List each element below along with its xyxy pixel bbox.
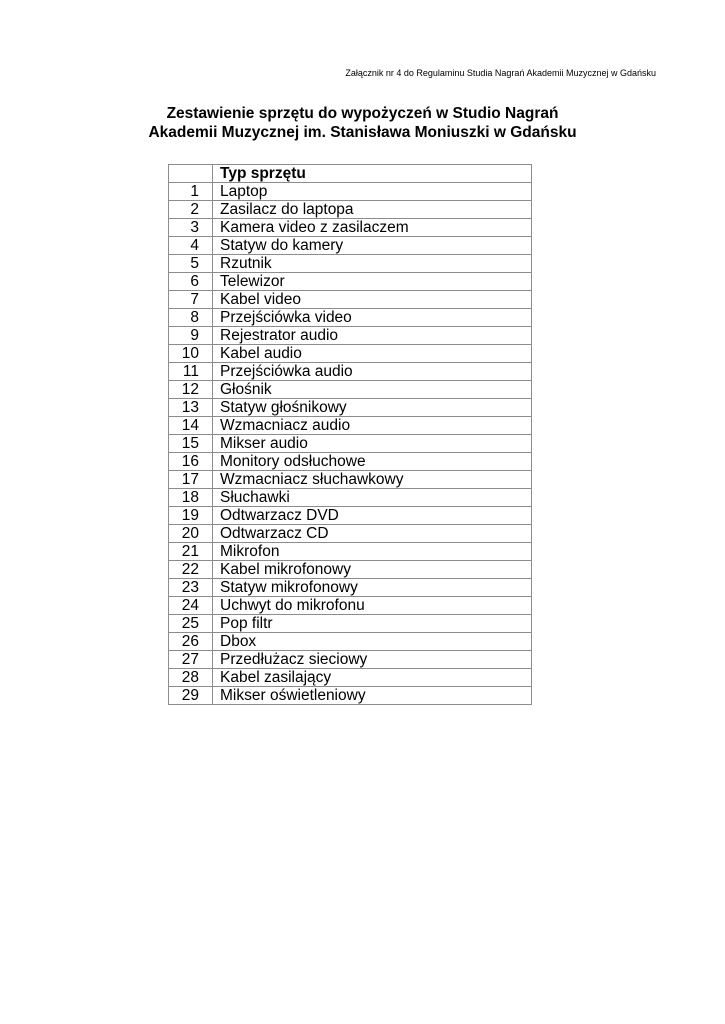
table-row	[169, 237, 532, 255]
equipment-name-cell: Przejściówka audio	[213, 363, 532, 381]
equipment-name-cell: Mikrofon	[213, 543, 532, 561]
header-number-cell	[169, 165, 213, 183]
equipment-name-cell: Rejestrator audio	[213, 327, 532, 345]
table-row	[169, 255, 532, 273]
equipment-name-cell: Monitory odsłuchowe	[213, 453, 532, 471]
equipment-name-cell: Głośnik	[213, 381, 532, 399]
equipment-name-cell: Telewizor	[213, 273, 532, 291]
header-type-cell: Typ sprzętu	[213, 165, 532, 183]
row-number-cell: 4	[169, 237, 213, 255]
table-row	[169, 291, 532, 309]
equipment-name-cell: Statyw mikrofonowy	[213, 579, 532, 597]
equipment-name-cell: Kabel audio	[213, 345, 532, 363]
row-number-cell: 18	[169, 489, 213, 507]
table-row	[169, 489, 532, 507]
table-row	[169, 633, 532, 651]
row-number-cell: 15	[169, 435, 213, 453]
row-number-cell: 11	[169, 363, 213, 381]
table-row	[169, 399, 532, 417]
row-number-cell: 19	[169, 507, 213, 525]
row-number-cell: 25	[169, 615, 213, 633]
document-title-line-1: Zestawienie sprzętu do wypożyczeń w Studio Nagrań	[166, 105, 559, 122]
table-row	[169, 597, 532, 615]
row-number-cell: 6	[169, 273, 213, 291]
table-row	[169, 381, 532, 399]
equipment-name-cell: Słuchawki	[213, 489, 532, 507]
row-number-cell: 20	[169, 525, 213, 543]
table-row	[169, 219, 532, 237]
equipment-name-cell: Laptop	[213, 183, 532, 201]
equipment-name-cell: Pop filtr	[213, 615, 532, 633]
row-number-cell: 22	[169, 561, 213, 579]
table-header-row	[169, 165, 532, 183]
table-row	[169, 345, 532, 363]
row-number-cell: 29	[169, 687, 213, 705]
table-row	[169, 669, 532, 687]
table-row	[169, 417, 532, 435]
row-number-cell: 28	[169, 669, 213, 687]
row-number-cell: 26	[169, 633, 213, 651]
equipment-name-cell: Odtwarzacz DVD	[213, 507, 532, 525]
row-number-cell: 17	[169, 471, 213, 489]
row-number-cell: 21	[169, 543, 213, 561]
equipment-name-cell: Statyw głośnikowy	[213, 399, 532, 417]
row-number-cell: 24	[169, 597, 213, 615]
row-number-cell: 2	[169, 201, 213, 219]
equipment-name-cell: Kabel mikrofonowy	[213, 561, 532, 579]
table-row	[169, 651, 532, 669]
equipment-name-cell: Mikser oświetleniowy	[213, 687, 532, 705]
table-row	[169, 309, 532, 327]
equipment-name-cell: Kabel video	[213, 291, 532, 309]
equipment-name-cell: Zasilacz do laptopa	[213, 201, 532, 219]
row-number-cell: 10	[169, 345, 213, 363]
row-number-cell: 13	[169, 399, 213, 417]
table-row	[169, 615, 532, 633]
row-number-cell: 5	[169, 255, 213, 273]
equipment-name-cell: Kabel zasilający	[213, 669, 532, 687]
row-number-cell: 23	[169, 579, 213, 597]
equipment-name-cell: Statyw do kamery	[213, 237, 532, 255]
table-row	[169, 435, 532, 453]
table-row	[169, 363, 532, 381]
table-row	[169, 561, 532, 579]
row-number-cell: 16	[169, 453, 213, 471]
equipment-name-cell: Uchwyt do mikrofonu	[213, 597, 532, 615]
equipment-table	[168, 164, 532, 705]
row-number-cell: 27	[169, 651, 213, 669]
table-row	[169, 471, 532, 489]
table-row	[169, 273, 532, 291]
equipment-name-cell: Rzutnik	[213, 255, 532, 273]
equipment-name-cell: Mikser audio	[213, 435, 532, 453]
row-number-cell: 14	[169, 417, 213, 435]
document-title-line-2: Akademii Muzycznej im. Stanisława Moniuszki w Gdańsku	[148, 124, 577, 141]
table-row	[169, 507, 532, 525]
equipment-name-cell: Wzmacniacz audio	[213, 417, 532, 435]
equipment-name-cell: Wzmacniacz słuchawkowy	[213, 471, 532, 489]
document-title	[0, 104, 725, 142]
table-row	[169, 327, 532, 345]
equipment-name-cell: Odtwarzacz CD	[213, 525, 532, 543]
row-number-cell: 9	[169, 327, 213, 345]
row-number-cell: 1	[169, 183, 213, 201]
table-row	[169, 543, 532, 561]
equipment-name-cell: Kamera video z zasilaczem	[213, 219, 532, 237]
table-row	[169, 183, 532, 201]
attachment-note: Załącznik nr 4 do Regulaminu Studia Nagrań Akademii Muzycznej w Gdańsku	[345, 68, 656, 78]
equipment-name-cell: Dbox	[213, 633, 532, 651]
equipment-table-body	[169, 165, 532, 705]
equipment-name-cell: Przedłużacz sieciowy	[213, 651, 532, 669]
row-number-cell: 8	[169, 309, 213, 327]
row-number-cell: 3	[169, 219, 213, 237]
table-row	[169, 579, 532, 597]
row-number-cell: 12	[169, 381, 213, 399]
table-row	[169, 201, 532, 219]
row-number-cell: 7	[169, 291, 213, 309]
equipment-name-cell: Przejściówka video	[213, 309, 532, 327]
table-row	[169, 453, 532, 471]
table-row	[169, 525, 532, 543]
table-row	[169, 687, 532, 705]
